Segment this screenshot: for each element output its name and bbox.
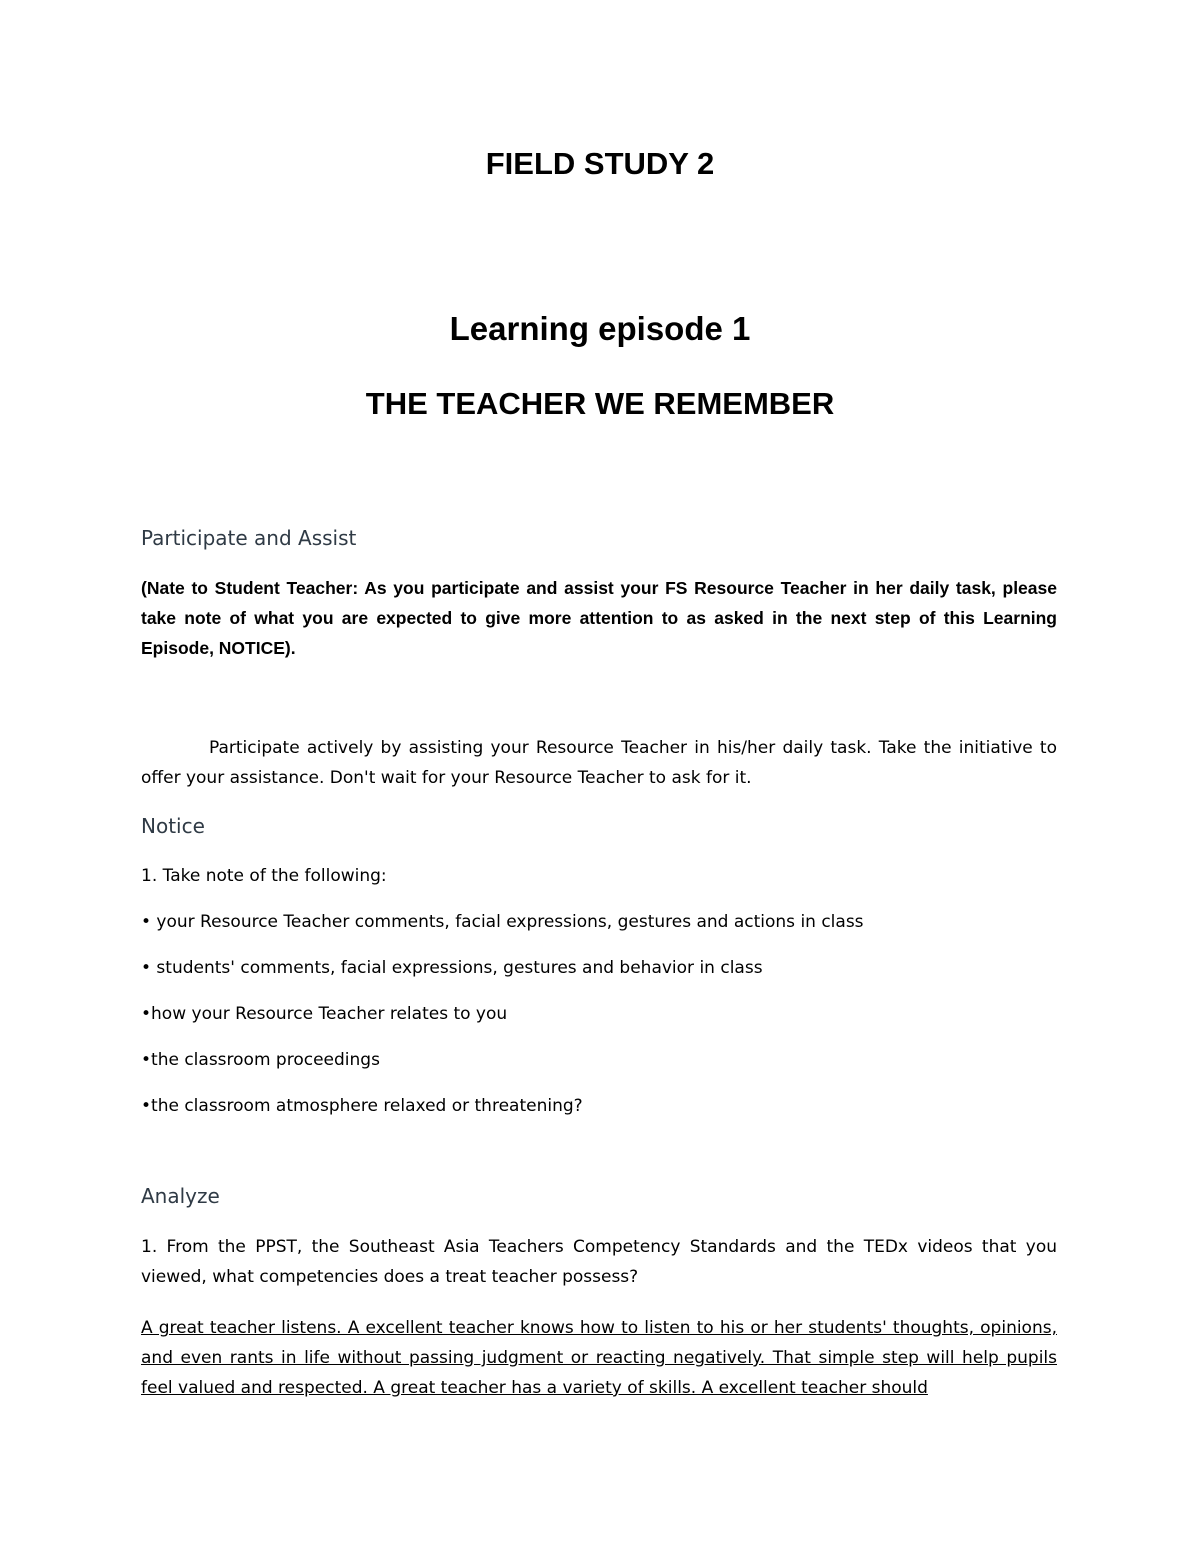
participate-note: (Nate to Student Teacher: As you participate and assist your FS Resource Teacher in her daily task, please take note of what you are expected to give more attention to as asked in the next step of this Learning Episode, NOTICE).	[141, 578, 1057, 658]
document-title: FIELD STUDY 2	[485, 146, 715, 181]
notice-item: •the classroom proceedings	[141, 1050, 380, 1070]
notice-item: • your Resource Teacher comments, facial expressions, gestures and actions in class	[141, 912, 864, 932]
notice-heading: Notice	[141, 814, 205, 838]
notice-item: •the classroom atmosphere relaxed or threatening?	[141, 1096, 583, 1116]
notice-item: • students' comments, facial expressions, gestures and behavior in class	[141, 958, 763, 978]
participate-body: Participate actively by assisting your Resource Teacher in his/her daily task. Take the initiative to offer your assistance. Don't wait for your Resource Teacher to ask for it.	[141, 738, 1057, 788]
episode-title: Learning episode 1	[449, 310, 751, 347]
analyze-answer: A great teacher listens. A excellent teacher knows how to listen to his or her students' thoughts, opinions, and even rants in life without passing judgment or reacting negatively. That simple step will help pupils feel valued and respected. A great teacher has a variety of skills. A excellent teacher should	[141, 1318, 1057, 1398]
participate-heading: Participate and Assist	[141, 526, 357, 550]
notice-intro: 1. Take note of the following:	[141, 866, 387, 886]
analyze-heading: Analyze	[141, 1184, 220, 1208]
analyze-question: 1. From the PPST, the Southeast Asia Teachers Competency Standards and the TEDx videos that you viewed, what competencies does a treat teacher possess?	[141, 1237, 1057, 1287]
notice-item: •how your Resource Teacher relates to you	[141, 1004, 508, 1024]
episode-subtitle: THE TEACHER WE REMEMBER	[365, 386, 835, 421]
